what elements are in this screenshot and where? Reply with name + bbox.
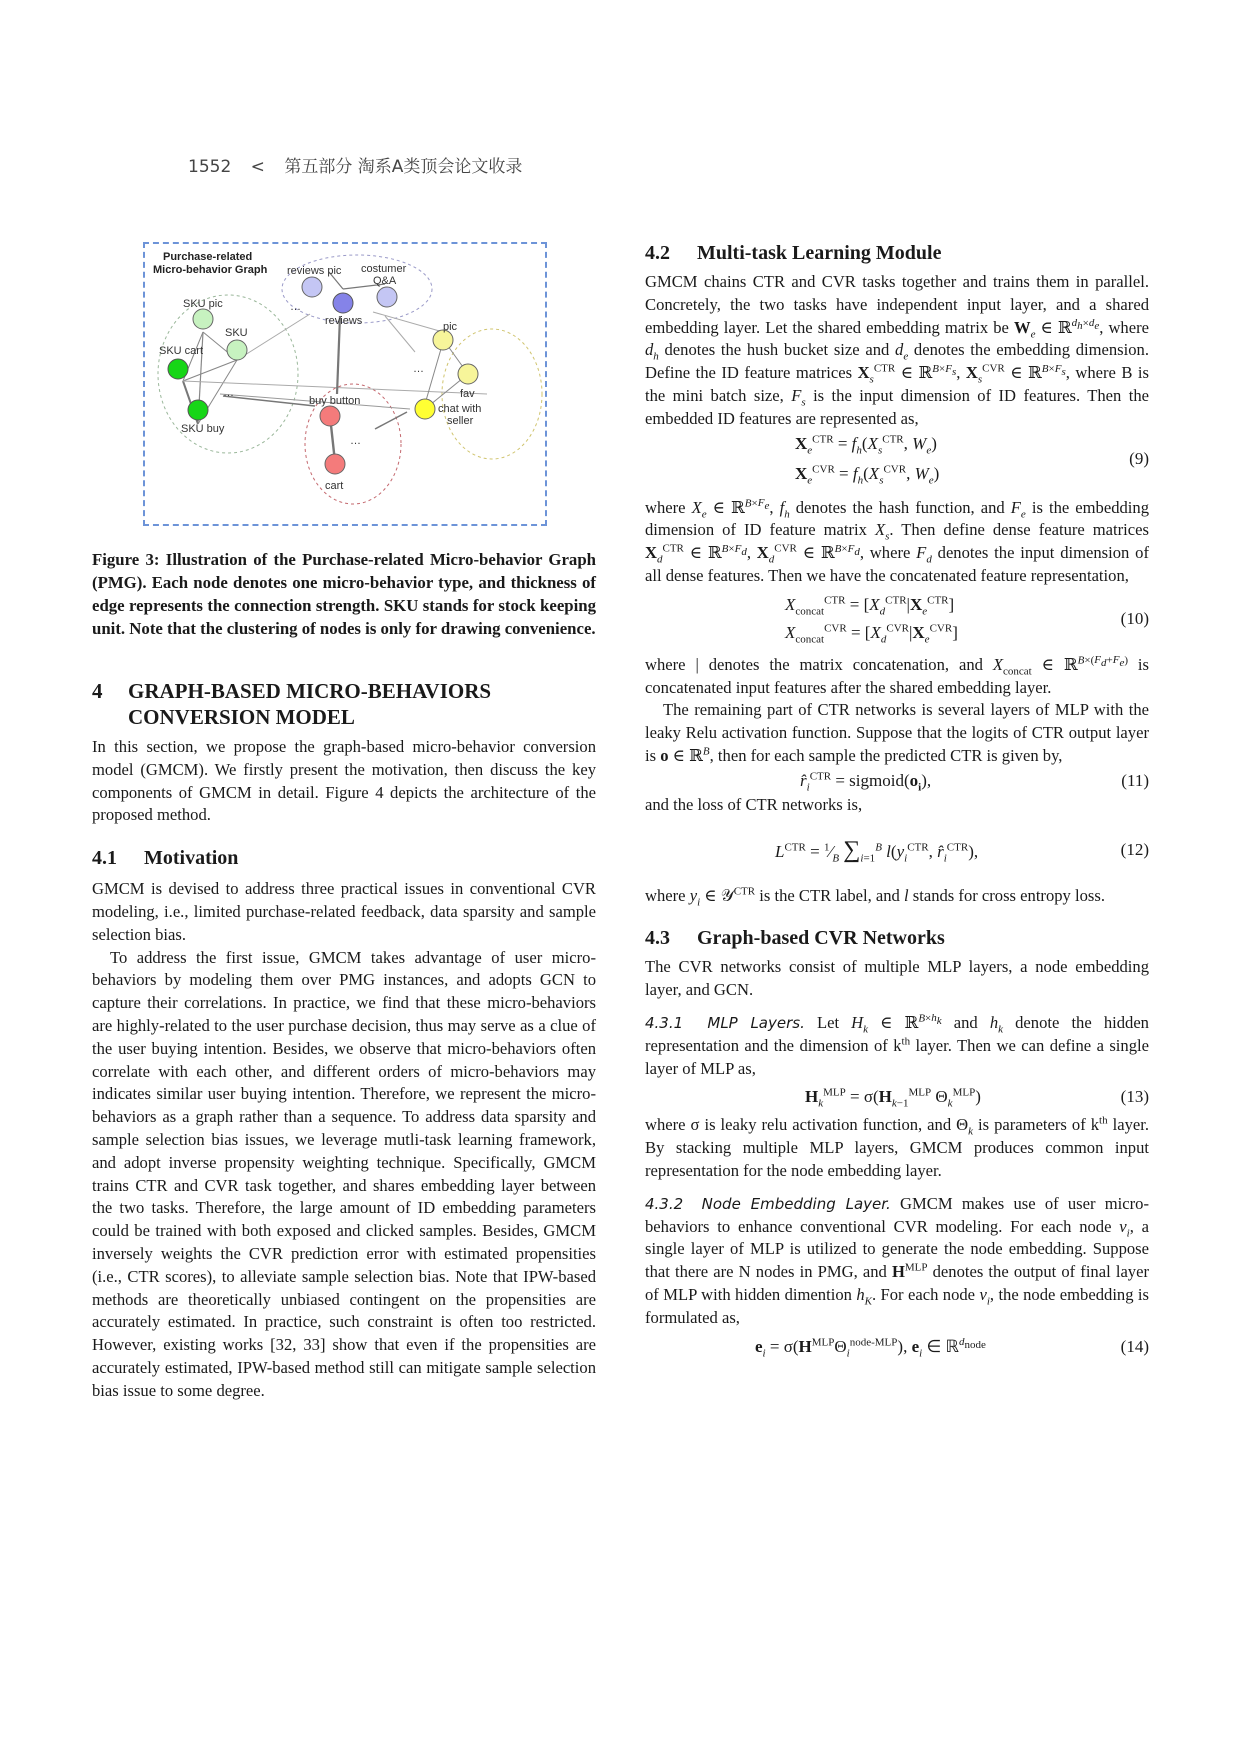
edge — [337, 316, 340, 394]
edge — [373, 312, 443, 332]
section-4-2-p3: where | denotes the matrix concatenation, and $X_{concat}$ ∈ ℝ$^{B\times(F_d+F_e)}$ is concatenated input features after the shared embedding layer. — [645, 654, 1149, 697]
section-4-title: 4 GRAPH-BASED MICRO-BEHAVIORS CONVERSION MODEL — [92, 679, 492, 729]
section-4-2-p5: and the loss of CTR networks is, — [645, 794, 863, 814]
ellipsis: … — [413, 363, 424, 375]
running-header — [188, 152, 536, 177]
edge — [375, 412, 407, 429]
pmg-graph — [145, 244, 545, 524]
section-4-3-1-p2: where σ is leaky relu activation function, and $\Theta_k$ is parameters of $k^{th}$ layer. By stacking multiple MLP layers, GMCM produces common input representation for the node embedding layer. — [645, 1114, 1149, 1180]
section-4-2-title: 4.2 Multi-task Learning Module — [645, 242, 942, 264]
label-sku-buy: SKU buy — [181, 423, 225, 435]
node-cart — [325, 454, 345, 474]
node-chat-with-seller — [415, 399, 435, 419]
edge — [237, 314, 310, 360]
equation-13: $H_k^{MLP} = \sigma(H_{k-1}^{MLP}$ $\Theta_k^{MLP}$) (13) — [805, 1086, 1149, 1110]
figure-caption: Figure 3: Illustration of the Purchase-related Micro-behavior Graph (PMG). Each node denotes one micro-behavior type, and thickness of edge represents the connection strength. SKU stands for stock keeping unit. Note that the clustering of nodes is only for drawing convenience. — [92, 550, 596, 638]
label-pic: pic — [443, 321, 458, 333]
node-pic — [433, 330, 453, 350]
section-4-intro: In this section, we propose the graph-based micro-behavior conversion model (GMCM). We firstly present the motivation, then discuss the key components of GMCM in detail. Figure 4 depicts the architecture of the proposed method. — [92, 737, 596, 825]
section-4-3-1-p1: 4.3.1 MLP Layers. Let $H_k$ ∈ ℝ$^{B\times h_k}$ and $h_k$ denote the hidden representation and the dimension of $k^{th}$ layer. Then we can define a single layer of MLP as, — [645, 1012, 1149, 1078]
equation-11: $r̂_i^{CTR}$ = $sigmoid(o_i)$, (11) — [800, 770, 1149, 794]
section-4-2-p1: GMCM chains CTR and CVR tasks together and trains them in parallel. Concretely, the two tasks have independent input layer, and a shared embedding layer. Let the shared embedding matrix be $W_e$ ∈ ℝ$^{d_h\times d_e}$, where $d_h$ denotes the hush bucket size and $d_e$ denotes the embedding dimension. Define the ID feature matrices $X_s^{CTR}$ ∈ ℝ$^{B\times F_s}$, $X_s^{CVR}$ ∈ ℝ$^{B\times F_s}$, where B is the mini batch size, $F_s$ is the input dimension of ID features. Then the embedded ID features are represented as, — [645, 272, 1149, 428]
node-sku-cart — [168, 359, 188, 379]
label-sku: SKU — [225, 327, 248, 339]
node-sku-pic — [193, 309, 213, 329]
label-sku-cart: SKU cart — [159, 345, 204, 357]
pmg-figure — [143, 242, 547, 526]
equation-14: $e_i = \sigma(H^{MLP}\Theta_i^{node-MLP})$, $e_i$ ∈ ℝ$^{d_{node}}$ (14) — [755, 1335, 1149, 1359]
node-reviews — [333, 293, 353, 313]
node-fav — [458, 364, 478, 384]
page-number: 1552 — [188, 157, 232, 177]
label-qa: Q&A — [373, 275, 397, 287]
section-4-3-intro: The CVR networks consist of multiple MLP layers, a node embedding layer, and GCN. — [645, 957, 1149, 1000]
section-4-2-p6: where $y_i$ ∈ 𝒴$^{CTR}$ is the CTR label, and l stands for cross entropy loss. — [645, 885, 1105, 908]
node-costumer-qa — [377, 287, 397, 307]
section-4-1-p1: GMCM is devised to address three practical issues in conventional CVR modeling, i.e., limited purchase-related feedback, data sparsity and sample selection bias. — [92, 879, 596, 944]
ellipsis: … — [350, 435, 361, 447]
section-4-2-p2: where $X_e$ ∈ ℝ$^{B\times F_e}$, $f_h$ denotes the hash function, and $F_e$ is the embedding dimension of ID feature matrix $X_s$. Then define dense feature matrices $X_d^{CTR}$ ∈ ℝ$^{B\times F_d}$, $X_d^{CVR}$ ∈ ℝ$^{B\times F_d}$, where $F_d$ denotes the input dimension of all dense features. Then we have the concatenated feature representation, — [645, 497, 1150, 585]
label-sku-pic: SKU pic — [183, 298, 223, 310]
label-reviews: reviews — [325, 315, 363, 327]
label-buy-button: buy button — [309, 395, 361, 407]
node-reviews-pic — [302, 277, 322, 297]
label-chat-1: chat with — [438, 403, 482, 415]
left-column — [92, 548, 596, 1403]
label-chat-2: seller — [447, 415, 474, 427]
figure-title-line1: Purchase-related — [163, 251, 253, 263]
section-4-1-title: 4.1 Motivation — [92, 847, 239, 870]
section-4-3-title: 4.3 Graph-based CVR Networks — [645, 927, 945, 950]
equation-12: $L^{CTR}$ = $^1⁄_B$ $\sum_{i=1}^B$ $l(y_i^{CTR}$, $r̂_i^{CTR}$), (12) — [775, 836, 1149, 864]
node-sku-buy — [188, 400, 208, 420]
section-4-1-p2: To address the first issue, GMCM takes advantage of user micro-behaviors by modeling them over PMG instances, and adopts GCN to capture their correlations. In practice, we find that these micro-behaviors are highly-related to the user purchase decision, thus may serve as a clue of the user buying intention. Besides, we observe that micro-behaviors often correlate with each other, and different orders of micro-behaviors may indicates similar user buying intention. Therefore, we represent the micro-behaviors as a graph rather than a sequence. To address data sparsity and sample selection bias issues, we leverage mutli-task learning framework, and adopt inverse propensity weighting technique. Specifically, GMCM trains CTR and CVR task together, and shares embedding layer between the two tasks. Therefore, the large amount of ID embedding parameters could be trained with both exposed and clicked samples. Besides, GMCM inversely weights the CVR prediction error with estimated propensities (i.e., CTR scores), to alleviate sample selection bias. Note that IPW-based methods are theoretically unbiased contingent on the propensities are accurately estimated. In practice, such constraint is often too restricted. However, existing works [32, 33] show that even if the propensities are accurately estimated, IPW-based method still can mitigate sample selection bias issue to some degree. — [92, 947, 596, 1400]
figure-title-line2: Micro-behavior Graph — [153, 264, 268, 276]
edge — [425, 342, 443, 404]
node-buy-button — [320, 406, 340, 426]
label-reviews-pic: reviews pic — [287, 265, 342, 277]
equation-10: $X_{concat}^{CTR} = [X_d^{CTR}|X_e^{CTR}]$ $X_{concat}^{CVR} = [X_d^{CVR}|X_e^{CVR}]$ (10) — [785, 594, 1149, 646]
header-part-title: 第五部分 淘系A类顶会论文收录 — [284, 157, 523, 177]
right-column — [645, 242, 1149, 1360]
section-4-2-p4: The remaining part of CTR networks is several layers of MLP with the leaky Relu activation function. Suppose that the logits of CTR output layer is o ∈ ℝ$^B$, then for each sample the predicted CTR is given by, — [645, 700, 1149, 765]
label-cart: cart — [325, 480, 344, 492]
edge — [183, 360, 237, 381]
edge — [385, 316, 415, 352]
cluster-fav — [442, 329, 542, 459]
ellipsis: … — [290, 301, 301, 313]
label-costumer: costumer — [361, 263, 407, 275]
node-sku — [227, 340, 247, 360]
header-separator: < — [250, 157, 265, 177]
label-fav: fav — [460, 388, 475, 400]
ellipsis: … — [223, 387, 234, 399]
section-4-3-2-p1: 4.3.2 Node Embedding Layer. GMCM makes use of user micro-behaviors to enhance conventional CVR modeling. For each node $v_i$, a single layer of MLP is utilized to generate the node embedding. Suppose that there are N nodes in PMG, and $H^{MLP}$ denotes the output of final layer of MLP with hidden dimention $h_K$. For each node $v_i$, the node embedding is formulated as, — [645, 1193, 1149, 1327]
equation-9: $X_e^{CTR} = f_h(X_s^{CTR}$, $W_e$) $X_e^{CVR} = f_h(X_s^{CVR}$, $W_e$) (9) — [795, 432, 1149, 486]
